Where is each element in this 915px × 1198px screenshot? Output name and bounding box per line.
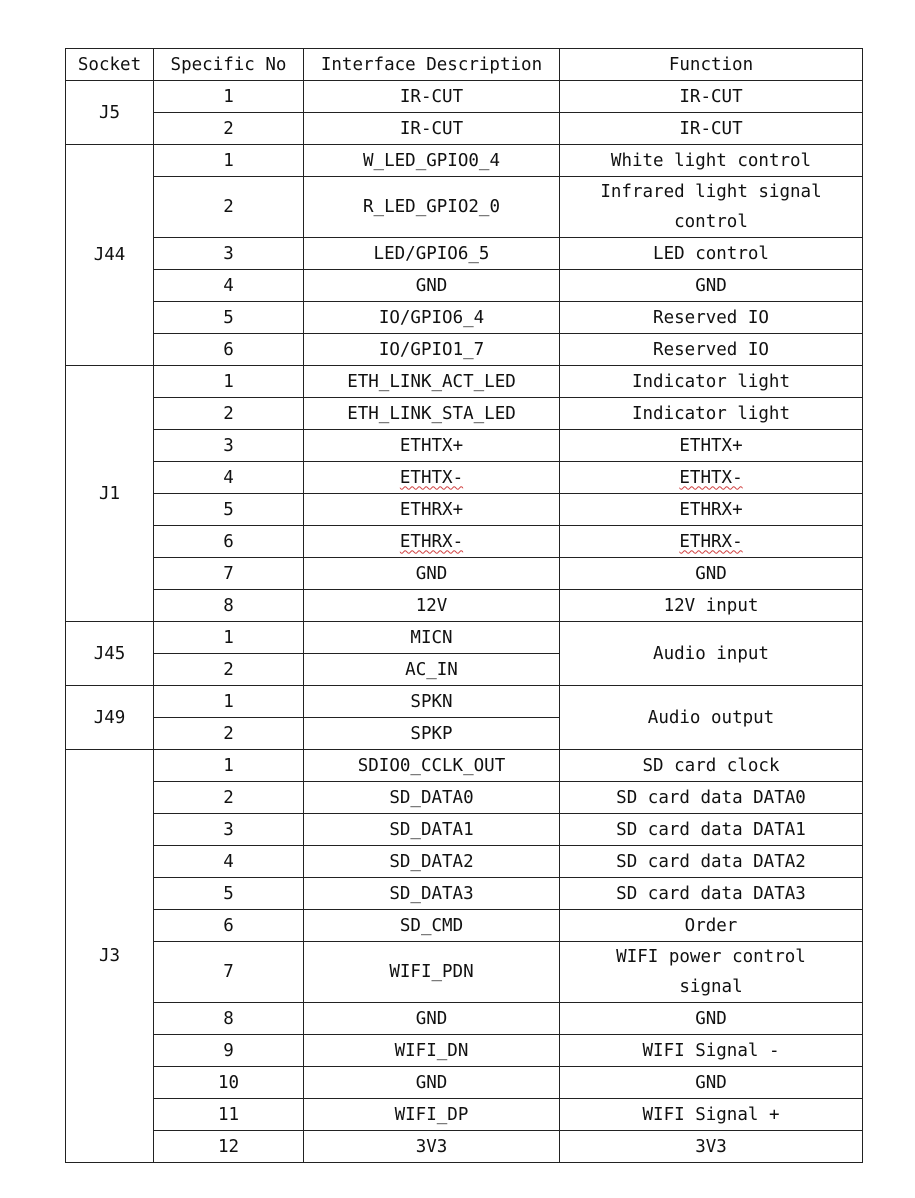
interface-description-cell: 3V3 [304,1131,560,1163]
specific-no-cell: 4 [154,270,304,302]
interface-description-cell: ETHTX+ [304,430,560,462]
spellcheck-underlined-text: ETHTX- [399,467,464,488]
specific-no-cell: 1 [154,622,304,654]
interface-description-cell: SD_DATA2 [304,846,560,878]
interface-description-cell: SD_DATA3 [304,878,560,910]
table-row [66,177,863,238]
table-row [66,526,863,558]
table-row [66,334,863,366]
interface-description-cell: ETHRX+ [304,494,560,526]
table-row [66,750,863,782]
function-cell: WIFI power control signal [560,942,863,1003]
interface-description-cell: IO/GPIO6_4 [304,302,560,334]
table-row [66,1131,863,1163]
socket-cell: J45 [66,622,154,686]
specific-no-cell: 12 [154,1131,304,1163]
function-cell: WIFI Signal - [560,1035,863,1067]
function-cell: SD card clock [560,750,863,782]
table-row [66,494,863,526]
specific-no-cell: 1 [154,145,304,177]
specific-no-cell: 1 [154,81,304,113]
table-row [66,846,863,878]
table-row [66,782,863,814]
table-row [66,558,863,590]
interface-description-cell: IR-CUT [304,113,560,145]
table-body [66,81,863,1163]
interface-description-cell: LED/GPIO6_5 [304,238,560,270]
function-cell: SD card data DATA0 [560,782,863,814]
interface-description-cell: W_LED_GPIO0_4 [304,145,560,177]
function-cell: White light control [560,145,863,177]
function-cell: SD card data DATA2 [560,846,863,878]
table-row [66,302,863,334]
function-cell: GND [560,1003,863,1035]
socket-cell: J5 [66,81,154,145]
interface-description-cell: SPKP [304,718,560,750]
specific-no-cell: 2 [154,398,304,430]
function-cell: IR-CUT [560,113,863,145]
socket-cell: J3 [66,750,154,1163]
function-cell: WIFI Signal + [560,1099,863,1131]
specific-no-cell: 7 [154,942,304,1003]
interface-description-cell [304,526,560,558]
interface-description-cell: GND [304,270,560,302]
spellcheck-underlined-text: ETHRX- [399,531,464,552]
specific-no-cell: 6 [154,526,304,558]
function-cell: 3V3 [560,1131,863,1163]
interface-description-cell: 12V [304,590,560,622]
interface-description-cell: WIFI_DP [304,1099,560,1131]
specific-no-cell: 2 [154,654,304,686]
interface-description-cell: IR-CUT [304,81,560,113]
interface-description-cell: GND [304,1067,560,1099]
specific-no-cell: 6 [154,910,304,942]
function-cell: Indicator light [560,398,863,430]
table-row [66,1035,863,1067]
function-cell [560,462,863,494]
interface-description-cell: WIFI_DN [304,1035,560,1067]
table-row [66,238,863,270]
specific-no-cell: 1 [154,366,304,398]
function-cell: LED control [560,238,863,270]
specific-no-cell: 8 [154,590,304,622]
function-cell: IR-CUT [560,81,863,113]
spellcheck-underlined-text: ETHTX- [679,467,743,488]
interface-description-cell: SD_CMD [304,910,560,942]
interface-description-cell: MICN [304,622,560,654]
header-socket: Socket [66,49,154,81]
function-cell: SD card data DATA1 [560,814,863,846]
table-row [66,398,863,430]
specific-no-cell: 3 [154,430,304,462]
header-row [66,49,863,81]
specific-no-cell: 5 [154,302,304,334]
function-cell: Audio output [560,686,863,750]
function-cell: Reserved IO [560,334,863,366]
function-cell: GND [560,270,863,302]
specific-no-cell: 4 [154,846,304,878]
specific-no-cell: 9 [154,1035,304,1067]
table-row [66,366,863,398]
interface-description-cell [304,462,560,494]
specific-no-cell: 2 [154,718,304,750]
table-row [66,814,863,846]
specific-no-cell: 11 [154,1099,304,1131]
function-cell: 12V input [560,590,863,622]
table-row [66,145,863,177]
function-cell: SD card data DATA3 [560,878,863,910]
specific-no-cell: 1 [154,750,304,782]
table-row [66,942,863,1003]
specific-no-cell: 2 [154,177,304,238]
table-row [66,270,863,302]
table-row [66,1067,863,1099]
interface-description-cell: GND [304,1003,560,1035]
function-cell: ETHTX+ [560,430,863,462]
table-row [66,910,863,942]
socket-cell: J44 [66,145,154,366]
table-row [66,430,863,462]
specific-no-cell: 5 [154,494,304,526]
function-cell: GND [560,558,863,590]
function-cell: Audio input [560,622,863,686]
table-row [66,590,863,622]
interface-description-cell: R_LED_GPIO2_0 [304,177,560,238]
table-row [66,1099,863,1131]
table-row [66,622,863,654]
header-specific-no: Specific No [154,49,304,81]
specific-no-cell: 6 [154,334,304,366]
specific-no-cell: 2 [154,113,304,145]
spellcheck-underlined-text: ETHRX- [679,531,743,552]
table-row [66,113,863,145]
table-row [66,686,863,718]
function-cell: Indicator light [560,366,863,398]
socket-cell: J49 [66,686,154,750]
interface-description-cell: SD_DATA1 [304,814,560,846]
interface-description-cell: ETH_LINK_STA_LED [304,398,560,430]
specific-no-cell: 3 [154,814,304,846]
specific-no-cell: 2 [154,782,304,814]
specific-no-cell: 8 [154,1003,304,1035]
specific-no-cell: 10 [154,1067,304,1099]
table-row [66,1003,863,1035]
interface-description-cell: ETH_LINK_ACT_LED [304,366,560,398]
header-function: Function [560,49,863,81]
interface-description-cell: SPKN [304,686,560,718]
specific-no-cell: 4 [154,462,304,494]
specific-no-cell: 7 [154,558,304,590]
function-cell: GND [560,1067,863,1099]
function-cell [560,526,863,558]
function-cell: Order [560,910,863,942]
interface-description-cell: SD_DATA0 [304,782,560,814]
function-cell: ETHRX+ [560,494,863,526]
table-row [66,81,863,113]
interface-description-cell: SDIO0_CCLK_OUT [304,750,560,782]
specific-no-cell: 3 [154,238,304,270]
interface-description-cell: AC_IN [304,654,560,686]
table-row [66,878,863,910]
interface-description-cell: GND [304,558,560,590]
interface-description-cell: WIFI_PDN [304,942,560,1003]
function-cell: Infrared light signal control [560,177,863,238]
pin-definition-table [65,48,863,1163]
socket-cell: J1 [66,366,154,622]
table-row [66,462,863,494]
header-interface-description: Interface Description [304,49,560,81]
interface-description-cell: IO/GPIO1_7 [304,334,560,366]
specific-no-cell: 5 [154,878,304,910]
specific-no-cell: 1 [154,686,304,718]
function-cell: Reserved IO [560,302,863,334]
